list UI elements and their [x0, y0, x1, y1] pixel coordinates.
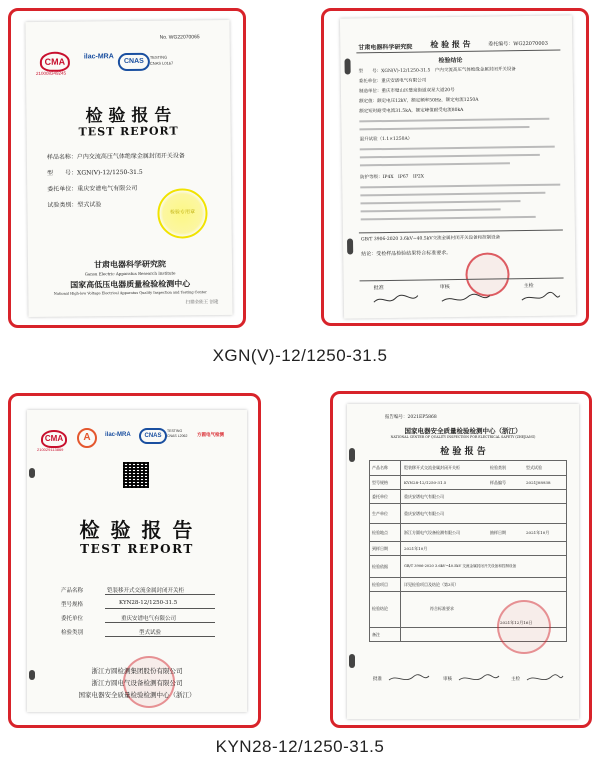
- text-line: [360, 146, 555, 151]
- signer-approve: 批准: [373, 285, 384, 292]
- section-title: 检验结论: [438, 56, 463, 65]
- text-line: [359, 126, 529, 130]
- text-line: [360, 154, 540, 159]
- row-protection: 防护等级：IP4X IP67 IP2X: [360, 174, 424, 181]
- cell-label: 抽样日期: [490, 530, 506, 535]
- conclusion-text: 结论：受检样品检验结果符合标准要求。: [361, 250, 452, 258]
- center-name-cn: 国家高低压电器质量检验检测中心: [70, 278, 191, 290]
- scanner-watermark: 扫描全能王 创建: [185, 299, 219, 305]
- conclusion-rule: [359, 230, 563, 234]
- cma-logo: CMA: [40, 52, 70, 72]
- report-date: 2021年12月16日: [500, 620, 533, 625]
- cell-value: 型式试验: [526, 465, 542, 470]
- field-underline: [105, 622, 215, 623]
- cell-label: 样品编号: [490, 480, 506, 485]
- cnas-logo: CNAS: [139, 428, 167, 444]
- signer-main: 主检: [511, 677, 520, 682]
- field-underline: [105, 594, 215, 595]
- cell-label: 备注: [372, 632, 380, 637]
- report-number: No. WG22070065: [159, 34, 200, 41]
- field-value-test-type: 型式试验: [139, 630, 162, 636]
- cma-logo: CMA: [41, 430, 67, 448]
- certificate-cover-xgn: [25, 20, 232, 317]
- signer-main: 主检: [523, 282, 534, 290]
- cnas-subtitle: TESTING CNAS L2062: [167, 429, 188, 438]
- row-maker: 制造单位：重庆市璧山区璧泉街道双星大道20号: [358, 88, 455, 95]
- brand-logo: 方圆电气检测: [197, 432, 224, 437]
- qr-code: [123, 462, 149, 488]
- field-label-client: 委托单位: [61, 616, 84, 622]
- row-short-time: 额定短时耐受电流31.5kA，额定峰值耐受电流80kA: [359, 107, 464, 115]
- field-model: 型 号：XGN(V)-12/1250-31.5: [47, 168, 143, 177]
- cell-label: 型号规格: [372, 480, 388, 485]
- cell-label: 检验地点: [372, 530, 388, 535]
- institute-name-en: Gansu Electric Apparatus Research Institute: [84, 270, 176, 277]
- center-name-en: NATIONAL CENTER OF QUALITY INSPECTION FOR ELECTRICAL SAFETY (ZHEJIANG): [390, 435, 536, 439]
- report-title-cn: 检 验 报 告: [79, 518, 195, 542]
- row-rating: 额定值：额定电压12kV，额定频率50Hz，额定电流1250A: [359, 97, 479, 105]
- certificate-cover-kyn: [27, 410, 247, 712]
- text-line: [360, 200, 520, 204]
- cell-label: 检验依据: [372, 564, 388, 569]
- certificate-frame-2: [321, 8, 589, 326]
- cell-value: KYN28-12/1250-31.5: [404, 480, 447, 485]
- header-institute: 甘肃电器科学研究院: [358, 43, 413, 52]
- report-title-en: TEST REPORT: [80, 542, 194, 556]
- cell-value: GB/T 3906-2020 3.6kV~40.5kV 交流金属封闭开关设备和控制设备: [404, 564, 517, 568]
- binding-hole-top: [344, 58, 350, 74]
- report-title-en: TEST REPORT: [78, 124, 179, 139]
- cell-label: 到样日期: [372, 546, 388, 551]
- certificate-frame-4: [330, 391, 592, 728]
- row-model: 型 号：XGN(V)-12/1250-31.5 户内交流高压气体绝缘金属封闭开关设备: [358, 67, 516, 75]
- cma-number: 210029113869: [37, 447, 64, 452]
- row-temp-rise: 温升试验（1.1×1250A）: [359, 136, 413, 143]
- table-column-divider: [400, 461, 401, 641]
- field-test-type: 试验类别：型式试验: [47, 201, 102, 209]
- field-label-test-type: 检验类别: [61, 630, 84, 636]
- certificate-frame-3: [8, 393, 261, 728]
- cell-label: 生产单位: [372, 511, 388, 516]
- row-standard: GB/T 3906-2020 3.6kV~40.5kV交流金属封闭开关设备和控制设备: [360, 235, 501, 243]
- field-value-client: 重庆安谱电气有限公司: [121, 616, 177, 622]
- field-client: 委托单位：重庆安谱电气有限公司: [47, 184, 138, 193]
- text-line: [359, 118, 549, 123]
- text-line: [361, 208, 501, 212]
- red-inspection-seal: [497, 600, 551, 654]
- seal-text: 检验专用章: [169, 209, 195, 216]
- cell-label: 委托单位: [372, 494, 388, 499]
- signer-review: 审核: [443, 677, 452, 682]
- field-label-product: 产品名称: [61, 588, 84, 594]
- cell-value: 2021J08938: [526, 480, 551, 485]
- cell-value: 2021年10月: [526, 530, 550, 535]
- cell-value: 2021年10月: [404, 546, 428, 551]
- cell-value: 重庆安谱电气有限公司: [404, 511, 444, 516]
- cell-value: 重庆安谱电气有限公司: [404, 494, 444, 499]
- cell-value: 符合标准要求: [430, 606, 454, 611]
- accreditation-a-logo: A: [77, 428, 97, 448]
- text-line: [360, 184, 560, 189]
- caption-kyn: KYN28-12/1250-31.5: [215, 737, 385, 756]
- report-title: 检 验 报 告: [440, 447, 486, 457]
- caption-xgn: XGN(V)-12/1250-31.5: [212, 346, 388, 365]
- org-line-2: 浙江方圆电气设备检测有限公司: [91, 679, 183, 687]
- text-line: [361, 216, 536, 220]
- org-line-1: 浙江方圆检测集团股份有限公司: [91, 667, 183, 675]
- report-table-page-kyn: [347, 404, 579, 719]
- certificate-frame-1: [8, 8, 246, 328]
- cnas-logo: CNAS: [118, 53, 150, 71]
- binding-hole-bottom: [347, 238, 353, 254]
- signature-rule: [360, 278, 564, 282]
- field-value-model: KYN28-12/1250-31.5: [119, 600, 178, 606]
- ilac-mra-logo: ilac-MRA: [105, 432, 131, 438]
- signature-scribble: [372, 290, 562, 309]
- institute-name-cn: 甘肃电器科学研究院: [93, 258, 167, 270]
- cell-label: 检验结论: [372, 606, 388, 611]
- text-line: [360, 162, 510, 166]
- cma-number: 210008349245: [35, 70, 67, 76]
- cnas-subtitle: TESTING CNAS L0167: [149, 54, 174, 66]
- report-conclusion-page-xgn: [340, 15, 576, 318]
- center-name-en: National High-low Voltage Electrical Apparatus Quality Inspection and Testing Center: [53, 290, 207, 296]
- row-client: 委托单位：重庆安谱电气有限公司: [358, 78, 427, 85]
- cell-value: 详见检验项目及结论（第3页）: [404, 582, 459, 587]
- binding-hole-bottom: [349, 654, 355, 668]
- header-request-number: 委托编号：WG22070003: [488, 40, 548, 48]
- center-name-cn: 国家电器安全质量检验检测中心（浙江）: [404, 427, 522, 435]
- cell-label: 产品名称: [372, 465, 388, 470]
- cell-label: 检验项目: [372, 582, 388, 587]
- cell-value: 浙江方圆电气设备检测有限公司: [404, 530, 460, 535]
- field-value-product: 铠装移开式交流金属封闭开关柜: [107, 588, 185, 594]
- signer-review: 审核: [439, 284, 450, 291]
- binding-hole-top: [29, 468, 35, 478]
- field-label-model: 型号规格: [61, 602, 84, 608]
- cell-label: 检验类别: [490, 465, 506, 470]
- field-underline: [105, 608, 215, 609]
- org-line-3: 国家电器安全质量检验检测中心（浙江）: [78, 691, 196, 699]
- text-line: [360, 192, 545, 197]
- cell-value: 铠装移开式交流金属封闭开关柜: [404, 465, 460, 470]
- field-sample-name: 样品名称：户内交流高压气体绝缘金属封闭开关设备: [46, 152, 185, 161]
- report-number: 报告编号：2021EP5868: [385, 415, 437, 420]
- signer-approve: 批准: [373, 677, 382, 682]
- signature-scribble: [387, 672, 567, 686]
- report-title-cn: 检 验 报 告: [85, 105, 172, 127]
- yellow-inspection-seal: [157, 188, 208, 239]
- header-title: 检 验 报 告: [430, 38, 471, 50]
- ilac-mra-logo: ilac-MRA: [83, 53, 114, 61]
- field-underline: [105, 636, 215, 637]
